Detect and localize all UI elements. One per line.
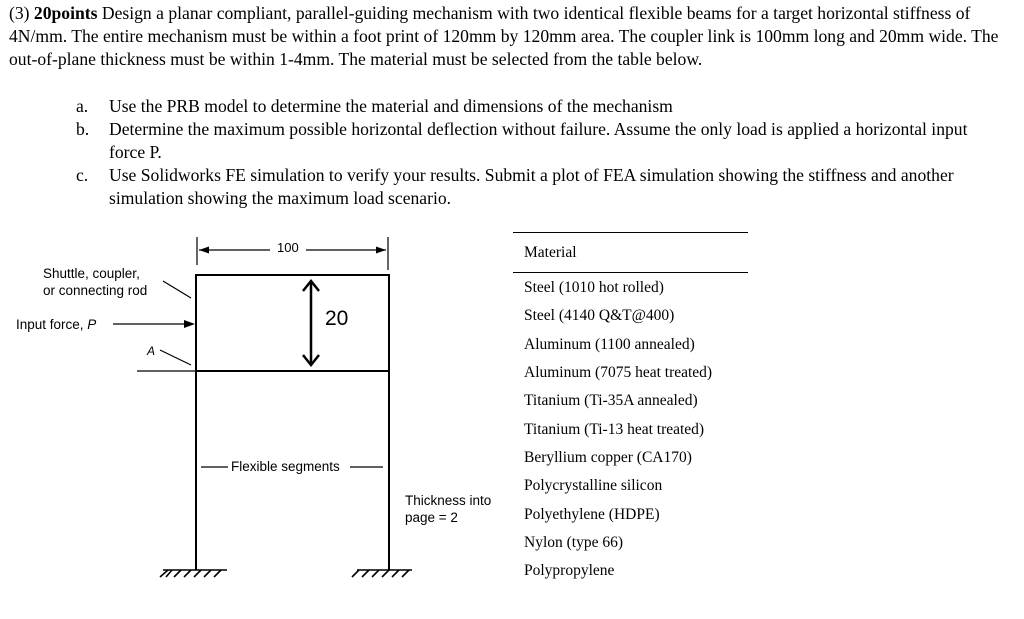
task-text: Use Solidworks FE simulation to verify your results. Submit a plot of FEA simulation showing the stiffness and another simulation showing the maximum load scenario.: [109, 165, 954, 208]
flexible-segments-label: Flexible segments: [231, 459, 340, 474]
table-row: Nylon (type 66): [524, 534, 624, 551]
problem-statement: [9, 2, 1009, 71]
task-item-b: [76, 118, 1006, 164]
point-a-leader: [160, 350, 191, 365]
input-force-label: [16, 317, 96, 333]
problem-paragraph: [9, 2, 1009, 71]
table-row: Titanium (Ti-35A annealed): [524, 392, 698, 409]
input-force-symbol: P: [87, 317, 97, 332]
table-header-rule: [513, 272, 748, 273]
table-row: Steel (1010 hot rolled): [524, 279, 664, 296]
table-row: Aluminum (1100 annealed): [524, 336, 695, 353]
table-header: Material: [524, 244, 577, 261]
table-top-rule: [513, 232, 748, 233]
problem-text: Design a planar compliant, parallel-guiding mechanism with two identical flexible beams for a target horizontal stiffness of 4N/mm. The entire mechanism must be within a foot print of 120mm by 120mm area. The coupler link is 100mm long and 20mm wide. The out-of-plane thickness must be within 1-4mm. The material must be selected from the table below.: [9, 3, 999, 69]
problem-number: (3): [9, 3, 30, 23]
ground-left: [160, 570, 227, 577]
dimension-100-label: 100: [277, 240, 299, 255]
shuttle-label-line2: or connecting rod: [43, 283, 148, 298]
thickness-label-line1: Thickness into: [405, 493, 492, 508]
task-text: Use the PRB model to determine the material and dimensions of the mechanism: [109, 96, 673, 116]
task-list: [76, 95, 1006, 210]
mechanism-diagram: [0, 225, 510, 619]
dimension-20: [303, 281, 319, 365]
table-row: Polycrystalline silicon: [524, 477, 663, 494]
table-row: Steel (4140 Q&T@400): [524, 307, 675, 324]
table-row: Aluminum (7075 heat treated): [524, 364, 713, 381]
task-marker: c.: [76, 165, 89, 185]
task-item-a: [76, 95, 1006, 118]
task-text: Determine the maximum possible horizontal deflection without failure. Assume the only load is applied a horizontal input force P.: [109, 119, 968, 162]
table-row: Polypropylene: [524, 562, 615, 579]
ground-right: [352, 570, 412, 577]
task-item-c: [76, 164, 1006, 210]
shuttle-leader: [163, 281, 191, 298]
table-row: Polyethylene (HDPE): [524, 506, 660, 523]
coupler-link: [196, 275, 389, 371]
problem-points: 20points: [33, 3, 98, 23]
dimension-20-label: 20: [325, 307, 349, 330]
table-row: Titanium (Ti-13 heat treated): [524, 421, 705, 438]
task-marker: a.: [76, 96, 89, 116]
input-force-arrow: [113, 320, 195, 328]
input-force-text: Input force,: [16, 317, 88, 332]
thickness-label-line2: page = 2: [405, 510, 458, 525]
point-a-label: A: [147, 344, 156, 358]
shuttle-label-line1: Shuttle, coupler,: [43, 266, 140, 281]
table-row: Beryllium copper (CA170): [524, 449, 692, 466]
task-marker: b.: [76, 119, 90, 139]
